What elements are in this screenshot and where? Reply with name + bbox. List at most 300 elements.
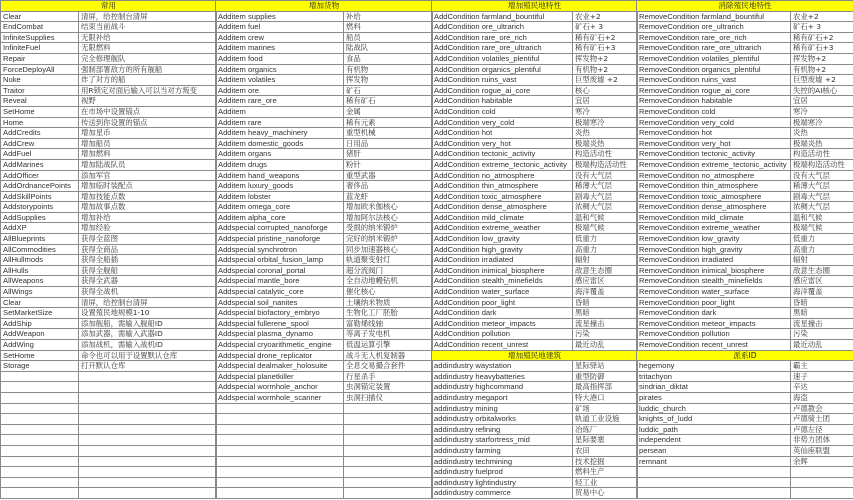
command-cell[interactable]: Additem rare_ore (216, 96, 344, 107)
command-cell[interactable]: remnant (637, 456, 791, 467)
command-cell[interactable]: RemoveCondition meteor_impacts (637, 318, 791, 329)
command-cell[interactable]: RemoveCondition low_gravity (637, 234, 791, 245)
command-cell[interactable] (637, 467, 791, 478)
description-cell[interactable]: 全自动地幔钻机 (344, 276, 433, 287)
description-cell[interactable] (344, 477, 433, 488)
description-cell[interactable]: 感应雷区 (573, 276, 638, 287)
command-cell[interactable]: AddCondition pollution (432, 329, 573, 340)
command-cell[interactable]: AllHulls (1, 265, 79, 276)
command-cell[interactable] (1, 392, 79, 403)
description-cell[interactable]: 增加阿尔法核心 (344, 212, 433, 223)
description-cell[interactable]: 传送到你设置的锚点 (79, 117, 217, 128)
description-cell[interactable]: 增加陆战队员 (79, 159, 217, 170)
command-cell[interactable]: AddCondition habitable (432, 96, 573, 107)
command-cell[interactable]: Traitor (1, 85, 79, 96)
description-cell[interactable]: 海盗 (791, 392, 853, 403)
command-cell[interactable]: Additem heavy_machinery (216, 128, 344, 139)
command-cell[interactable]: AddCondition stealth_minefields (432, 276, 573, 287)
description-cell[interactable] (344, 488, 433, 499)
description-cell[interactable] (344, 403, 433, 414)
description-cell[interactable]: 增加星币 (79, 128, 217, 139)
description-cell[interactable]: 没有大气层 (573, 170, 638, 181)
description-cell[interactable]: 最高指挥部 (573, 382, 638, 393)
command-cell[interactable]: RemoveCondition hot (637, 128, 791, 139)
command-cell[interactable]: addindustry commerce (432, 488, 573, 499)
description-cell[interactable]: 获得全商品 (79, 244, 217, 255)
command-cell[interactable]: Addspecial catalytic_core (216, 287, 344, 298)
command-cell[interactable]: AddCondition dense_atmosphere (432, 202, 573, 213)
command-cell[interactable]: addindustry mining (432, 403, 573, 414)
command-cell[interactable]: Additem ore (216, 85, 344, 96)
description-cell[interactable] (344, 456, 433, 467)
description-cell[interactable] (344, 445, 433, 456)
command-cell[interactable]: AddCredits (1, 128, 79, 139)
command-cell[interactable]: Additem hand_weapons (216, 170, 344, 181)
command-cell[interactable]: SetMarketSize (1, 308, 79, 319)
command-cell[interactable]: Addspecial biofactory_embryo (216, 308, 344, 319)
description-cell[interactable]: 极端气候 (573, 223, 638, 234)
description-cell[interactable]: 炎热 (573, 128, 638, 139)
description-cell[interactable]: 极端构造活动性 (573, 159, 638, 170)
command-cell[interactable] (1, 382, 79, 393)
description-cell[interactable]: 金属 (344, 106, 433, 117)
description-cell[interactable]: 完全修理舰队 (79, 53, 217, 64)
command-cell[interactable]: AllWings (1, 287, 79, 298)
description-cell[interactable] (79, 445, 217, 456)
description-cell[interactable]: 受损的纳米锻炉 (344, 223, 433, 234)
description-cell[interactable]: 添加军官 (79, 170, 217, 181)
description-cell[interactable]: 挥发物+2 (791, 53, 853, 64)
command-cell[interactable]: luddic_path (637, 424, 791, 435)
command-cell[interactable]: AddCondition poor_light (432, 297, 573, 308)
description-cell[interactable]: 卢德左径 (791, 424, 853, 435)
description-cell[interactable]: 星际驿站 (573, 361, 638, 372)
description-cell[interactable]: 矿石 (344, 85, 433, 96)
description-cell[interactable]: 结束当前战斗 (79, 22, 217, 33)
command-cell[interactable]: Additem domestic_goods (216, 138, 344, 149)
command-cell[interactable]: AddCondition cold (432, 106, 573, 117)
command-cell[interactable]: Addspecial wormhole_scanner (216, 392, 344, 403)
description-cell[interactable]: 完好的纳米锻炉 (344, 234, 433, 245)
description-cell[interactable]: 高重力 (791, 244, 853, 255)
command-cell[interactable]: AddFuel (1, 149, 79, 160)
command-cell[interactable]: RemoveCondition extreme_tectonic_activity (637, 159, 791, 170)
command-cell[interactable]: Additem volatiles (216, 75, 344, 86)
description-cell[interactable]: 用R锁定对面后输入可以当对方叛变 (79, 85, 217, 96)
command-cell[interactable]: AllWeapons (1, 276, 79, 287)
command-cell[interactable]: RemoveCondition dense_atmosphere (637, 202, 791, 213)
description-cell[interactable]: 农田 (573, 445, 638, 456)
description-cell[interactable]: 补给 (344, 11, 433, 22)
command-cell[interactable]: Home (1, 117, 79, 128)
description-cell[interactable]: 轨道聚变射灯 (344, 255, 433, 266)
command-cell[interactable]: Additem drugs (216, 159, 344, 170)
command-cell[interactable]: SetHome (1, 106, 79, 117)
command-cell[interactable]: Addspecial plasma_dynamo (216, 329, 344, 340)
description-cell[interactable]: 增加技能点数 (79, 191, 217, 202)
command-cell[interactable]: Storage (1, 361, 79, 372)
command-cell[interactable]: Clear (1, 11, 79, 22)
description-cell[interactable]: 增加经验 (79, 223, 217, 234)
command-cell[interactable]: AddCondition organics_plentiful (432, 64, 573, 75)
description-cell[interactable]: 战斗无人机复制器 (344, 350, 433, 361)
description-cell[interactable]: 粉针 (344, 159, 433, 170)
description-cell[interactable]: 无限补给 (79, 32, 217, 43)
command-cell[interactable] (216, 445, 344, 456)
command-cell[interactable]: Addspecial fullerene_spool (216, 318, 344, 329)
description-cell[interactable]: 英仙座联盟 (791, 445, 853, 456)
command-cell[interactable]: AddOrdnancePoints (1, 181, 79, 192)
description-cell[interactable]: 农业+2 (791, 11, 853, 22)
command-cell[interactable]: sindrian_diktat (637, 382, 791, 393)
description-cell[interactable]: 燃料 (344, 22, 433, 33)
description-cell[interactable]: 敌意生态圈 (791, 265, 853, 276)
command-cell[interactable] (1, 456, 79, 467)
command-cell[interactable] (1, 424, 79, 435)
description-cell[interactable]: 燃料生产 (573, 467, 638, 478)
description-cell[interactable] (79, 403, 217, 414)
command-cell[interactable]: Addspecial wormhole_anchor (216, 382, 344, 393)
command-cell[interactable]: RemoveCondition no_atmosphere (637, 170, 791, 181)
description-cell[interactable]: 敌意生态圈 (573, 265, 638, 276)
description-cell[interactable]: 富勒烯线轴 (344, 318, 433, 329)
description-cell[interactable]: 海洋覆盖 (573, 287, 638, 298)
description-cell[interactable]: 炸了对方的船 (79, 75, 217, 86)
description-cell[interactable]: 最近动乱 (791, 340, 853, 351)
command-cell[interactable] (1, 435, 79, 446)
description-cell[interactable]: 贸易中心 (573, 488, 638, 499)
command-cell[interactable]: AddCondition recent_unrest (432, 340, 573, 351)
description-cell[interactable]: 增加临时装配点 (79, 181, 217, 192)
description-cell[interactable]: 全息交易撮合套件 (344, 361, 433, 372)
description-cell[interactable] (791, 467, 853, 478)
description-cell[interactable]: 流星撞击 (573, 318, 638, 329)
command-cell[interactable]: RemoveCondition inimical_biosphere (637, 265, 791, 276)
description-cell[interactable]: 昏暗 (573, 297, 638, 308)
description-cell[interactable]: 浓稠大气层 (791, 202, 853, 213)
description-cell[interactable]: 海洋覆盖 (791, 287, 853, 298)
description-cell[interactable]: 卢德骑士团 (791, 414, 853, 425)
description-cell[interactable]: 在市场中设置锚点 (79, 106, 217, 117)
description-cell[interactable] (79, 467, 217, 478)
description-cell[interactable]: 流星撞击 (791, 318, 853, 329)
description-cell[interactable] (791, 477, 853, 488)
description-cell[interactable]: 有机物+2 (573, 64, 638, 75)
description-cell[interactable]: 猪肝 (344, 149, 433, 160)
description-cell[interactable]: 催化核心 (344, 287, 433, 298)
group4-header-label[interactable]: 消除殖民地特性 (637, 1, 853, 12)
description-cell[interactable]: 轨道工业设施 (573, 414, 638, 425)
description-cell[interactable]: 构造活动性 (573, 149, 638, 160)
command-cell[interactable]: SetHome (1, 350, 79, 361)
description-cell[interactable]: 添加舰船，需输入舰船ID (79, 318, 217, 329)
description-cell[interactable]: 低重力 (791, 234, 853, 245)
command-cell[interactable] (1, 488, 79, 499)
description-cell[interactable]: 轻工业 (573, 477, 638, 488)
description-cell[interactable]: 超分流阀门 (344, 265, 433, 276)
command-cell[interactable]: hegemony (637, 361, 791, 372)
description-cell[interactable]: 添加武器，需输入武器ID (79, 329, 217, 340)
description-cell[interactable]: 宜居 (791, 96, 853, 107)
description-cell[interactable]: 挥发物+2 (573, 53, 638, 64)
description-cell[interactable]: 增加燃料 (79, 149, 217, 160)
description-cell[interactable]: 日用品 (344, 138, 433, 149)
command-cell[interactable]: RemoveCondition rare_ore_rich (637, 32, 791, 43)
description-cell[interactable]: 命令也可以用于设置默认仓库 (79, 350, 217, 361)
description-cell[interactable]: 蓝龙虾 (344, 191, 433, 202)
description-cell[interactable]: 稀有矿石+2 (573, 32, 638, 43)
group4-sub-header-label[interactable]: 派系ID (637, 350, 853, 361)
description-cell[interactable]: 增加欧米伽核心 (344, 202, 433, 213)
description-cell[interactable]: 剧毒大气层 (573, 191, 638, 202)
command-cell[interactable]: Addspecial pristine_nanoforge (216, 234, 344, 245)
command-cell[interactable]: RemoveCondition very_cold (637, 117, 791, 128)
command-cell[interactable]: AddCondition ruins_vast (432, 75, 573, 86)
description-cell[interactable]: 辛达 (791, 382, 853, 393)
description-cell[interactable]: 稀有矿石+3 (573, 43, 638, 54)
command-cell[interactable]: AddCondition rare_ore_ultrarich (432, 43, 573, 54)
command-cell[interactable]: RemoveCondition farmland_bountiful (637, 11, 791, 22)
description-cell[interactable] (344, 467, 433, 478)
group3-header-label[interactable]: 增加殖民地特性 (432, 1, 638, 12)
description-cell[interactable]: 稀薄大气层 (573, 181, 638, 192)
description-cell[interactable]: 稀有矿石 (344, 96, 433, 107)
command-cell[interactable]: AddCondition mild_climate (432, 212, 573, 223)
command-cell[interactable] (216, 488, 344, 499)
command-cell[interactable]: AddCondition ore_ultrarich (432, 22, 573, 33)
description-cell[interactable]: 黑暗 (791, 308, 853, 319)
description-cell[interactable]: 低温运算引擎 (344, 340, 433, 351)
command-cell[interactable]: RemoveCondition pollution (637, 329, 791, 340)
command-cell[interactable] (216, 435, 344, 446)
command-cell[interactable]: AddCondition no_atmosphere (432, 170, 573, 181)
description-cell[interactable]: 有机物+2 (791, 64, 853, 75)
description-cell[interactable]: 浓稠大气层 (573, 202, 638, 213)
description-cell[interactable]: 技术挖掘 (573, 456, 638, 467)
description-cell[interactable] (791, 488, 853, 499)
description-cell[interactable]: 获得全战机 (79, 287, 217, 298)
description-cell[interactable]: 船员 (344, 32, 433, 43)
command-cell[interactable] (1, 371, 79, 382)
command-cell[interactable]: RemoveCondition irradiated (637, 255, 791, 266)
command-cell[interactable]: RemoveCondition high_gravity (637, 244, 791, 255)
command-cell[interactable]: addindustry fuelprod (432, 467, 573, 478)
command-cell[interactable]: Reveal (1, 96, 79, 107)
command-cell[interactable]: addindustry orbitalworks (432, 414, 573, 425)
command-cell[interactable]: AllBlueprints (1, 234, 79, 245)
description-cell[interactable]: 卢德教会 (791, 403, 853, 414)
description-cell[interactable]: 极端寒冷 (573, 117, 638, 128)
description-cell[interactable] (79, 414, 217, 425)
command-cell[interactable]: RemoveCondition ore_ultrarich (637, 22, 791, 33)
command-cell[interactable]: AddMarines (1, 159, 79, 170)
description-cell[interactable]: 添加战机，需输入战机ID (79, 340, 217, 351)
command-cell[interactable]: InfiniteSupplies (1, 32, 79, 43)
command-cell[interactable]: Nuke (1, 75, 79, 86)
command-cell[interactable]: AddOfficer (1, 170, 79, 181)
command-cell[interactable]: RemoveCondition water_surface (637, 287, 791, 298)
description-cell[interactable]: 获得全舰船 (79, 265, 217, 276)
command-cell[interactable]: independent (637, 435, 791, 446)
description-cell[interactable]: 农业+2 (573, 11, 638, 22)
command-cell[interactable] (637, 488, 791, 499)
command-cell[interactable]: Addspecial corrupted_nanoforge (216, 223, 344, 234)
command-cell[interactable]: RemoveCondition toxic_atmosphere (637, 191, 791, 202)
command-cell[interactable]: Addspecial cryoarithmetic_engine (216, 340, 344, 351)
command-cell[interactable]: Additem supplies (216, 11, 344, 22)
command-cell[interactable]: RemoveCondition recent_unrest (637, 340, 791, 351)
command-cell[interactable]: Additem omega_core (216, 202, 344, 213)
command-cell[interactable]: AddCondition very_hot (432, 138, 573, 149)
description-cell[interactable]: 增加补给 (79, 212, 217, 223)
command-cell[interactable]: Additem luxury_goods (216, 181, 344, 192)
description-cell[interactable] (79, 456, 217, 467)
command-cell[interactable]: RemoveCondition rare_ore_ultrarich (637, 43, 791, 54)
description-cell[interactable]: 强制部署敌方的所有舰船 (79, 64, 217, 75)
command-cell[interactable] (216, 414, 344, 425)
command-cell[interactable]: RemoveCondition mild_climate (637, 212, 791, 223)
description-cell[interactable]: 特大港口 (573, 392, 638, 403)
description-cell[interactable] (344, 424, 433, 435)
command-cell[interactable] (216, 403, 344, 414)
command-cell[interactable]: Addspecial coronal_portal (216, 265, 344, 276)
command-cell[interactable]: addindustry starfortress_mid (432, 435, 573, 446)
command-cell[interactable]: AddCondition inimical_biosphere (432, 265, 573, 276)
command-cell[interactable]: AddCondition rare_ore_rich (432, 32, 573, 43)
command-cell[interactable] (1, 445, 79, 456)
command-cell[interactable] (216, 477, 344, 488)
command-cell[interactable]: AddXP (1, 223, 79, 234)
description-cell[interactable]: 最近动乱 (573, 340, 638, 351)
description-cell[interactable]: 感应雷区 (791, 276, 853, 287)
command-cell[interactable]: InfiniteFuel (1, 43, 79, 54)
description-cell[interactable]: 获得全蓝图 (79, 234, 217, 245)
description-cell[interactable]: 虫洞扫描仪 (344, 392, 433, 403)
command-cell[interactable]: addindustry refining (432, 424, 573, 435)
command-cell[interactable]: persean (637, 445, 791, 456)
command-cell[interactable] (216, 456, 344, 467)
description-cell[interactable]: 陆战队 (344, 43, 433, 54)
description-cell[interactable]: 极端气候 (791, 223, 853, 234)
command-cell[interactable]: Addspecial planetkiller (216, 371, 344, 382)
description-cell[interactable] (344, 435, 433, 446)
command-cell[interactable] (1, 467, 79, 478)
command-cell[interactable]: ForceDeployAll (1, 64, 79, 75)
command-cell[interactable]: AddCondition high_gravity (432, 244, 573, 255)
description-cell[interactable] (79, 424, 217, 435)
command-cell[interactable]: RemoveCondition stealth_minefields (637, 276, 791, 287)
command-cell[interactable]: Additem alpha_core (216, 212, 344, 223)
command-cell[interactable] (637, 477, 791, 488)
description-cell[interactable]: 极端炎热 (573, 138, 638, 149)
command-cell[interactable]: RemoveCondition cold (637, 106, 791, 117)
description-cell[interactable]: 土壤纳米物质 (344, 297, 433, 308)
description-cell[interactable]: 增加船员 (79, 138, 217, 149)
command-cell[interactable]: RemoveCondition poor_light (637, 297, 791, 308)
command-cell[interactable]: knights_of_ludd (637, 414, 791, 425)
command-cell[interactable] (1, 414, 79, 425)
command-cell[interactable]: Additem marines (216, 43, 344, 54)
command-cell[interactable]: AddShip (1, 318, 79, 329)
command-cell[interactable]: Additem lobster (216, 191, 344, 202)
description-cell[interactable]: 设置殖民地规模1-10 (79, 308, 217, 319)
command-cell[interactable]: AddCondition tectonic_activity (432, 149, 573, 160)
command-cell[interactable]: AddCondition rogue_ai_core (432, 85, 573, 96)
description-cell[interactable] (79, 371, 217, 382)
command-cell[interactable]: AddCondition water_surface (432, 287, 573, 298)
command-cell[interactable]: pirates (637, 392, 791, 403)
command-cell[interactable]: Addstorypoints (1, 202, 79, 213)
description-cell[interactable]: 剧毒大气层 (791, 191, 853, 202)
description-cell[interactable]: 等离子发电机 (344, 329, 433, 340)
description-cell[interactable]: 视野 (79, 96, 217, 107)
description-cell[interactable]: 有机物 (344, 64, 433, 75)
description-cell[interactable]: 增加故事点数 (79, 202, 217, 213)
group2-header-label[interactable]: 增加货物 (216, 1, 433, 12)
command-cell[interactable] (216, 467, 344, 478)
command-cell[interactable]: RemoveCondition extreme_weather (637, 223, 791, 234)
description-cell[interactable]: 获得全武器 (79, 276, 217, 287)
command-cell[interactable]: RemoveCondition habitable (637, 96, 791, 107)
description-cell[interactable] (79, 488, 217, 499)
command-cell[interactable]: AddCondition thin_atmosphere (432, 181, 573, 192)
description-cell[interactable]: 稀有矿石+2 (791, 32, 853, 43)
command-cell[interactable]: RemoveCondition volatiles_plentiful (637, 53, 791, 64)
description-cell[interactable] (79, 477, 217, 488)
command-cell[interactable]: tritachyon (637, 371, 791, 382)
description-cell[interactable]: 重型防御 (573, 371, 638, 382)
command-cell[interactable]: Additem fuel (216, 22, 344, 33)
description-cell[interactable]: 速子 (791, 371, 853, 382)
description-cell[interactable]: 极端炎热 (791, 138, 853, 149)
description-cell[interactable]: 清屏，给控制台清屏 (79, 11, 217, 22)
command-cell[interactable]: RemoveCondition organics_plentiful (637, 64, 791, 75)
description-cell[interactable]: 生物化工厂胚胎 (344, 308, 433, 319)
command-cell[interactable]: AddCondition extreme_weather (432, 223, 573, 234)
command-cell[interactable]: EndCombat (1, 22, 79, 33)
description-cell[interactable]: 食品 (344, 53, 433, 64)
description-cell[interactable]: 核心 (573, 85, 638, 96)
description-cell[interactable]: 奢侈品 (344, 181, 433, 192)
command-cell[interactable]: AddSkillPoints (1, 191, 79, 202)
description-cell[interactable]: 星际要塞 (573, 435, 638, 446)
description-cell[interactable]: 清屏，给控制台清屏 (79, 297, 217, 308)
command-cell[interactable]: addindustry techmining (432, 456, 573, 467)
description-cell[interactable]: 污染 (791, 329, 853, 340)
command-cell[interactable]: Addspecial mantle_bore (216, 276, 344, 287)
command-cell[interactable]: RemoveCondition rogue_ai_core (637, 85, 791, 96)
command-cell[interactable]: AddCrew (1, 138, 79, 149)
description-cell[interactable] (344, 414, 433, 425)
description-cell[interactable]: 低重力 (573, 234, 638, 245)
command-cell[interactable] (216, 424, 344, 435)
command-cell[interactable]: AddCondition low_gravity (432, 234, 573, 245)
command-cell[interactable]: RemoveCondition tectonic_activity (637, 149, 791, 160)
description-cell[interactable]: 矿场 (573, 403, 638, 414)
command-cell[interactable]: AddCondition hot (432, 128, 573, 139)
description-cell[interactable]: 宜居 (573, 96, 638, 107)
command-cell[interactable]: AddCondition extreme_tectonic_activity (432, 159, 573, 170)
description-cell[interactable]: 寒冷 (573, 106, 638, 117)
command-cell[interactable]: Addspecial soil_nanites (216, 297, 344, 308)
description-cell[interactable]: 极端构造活动性 (791, 159, 853, 170)
description-cell[interactable]: 炎热 (791, 128, 853, 139)
description-cell[interactable]: 巨型废墟 +2 (791, 75, 853, 86)
command-cell[interactable]: addindustry highcommand (432, 382, 573, 393)
description-cell[interactable]: 虫洞锚定装置 (344, 382, 433, 393)
command-cell[interactable]: Addspecial orbital_fusion_lamp (216, 255, 344, 266)
command-cell[interactable]: AddWeapon (1, 329, 79, 340)
